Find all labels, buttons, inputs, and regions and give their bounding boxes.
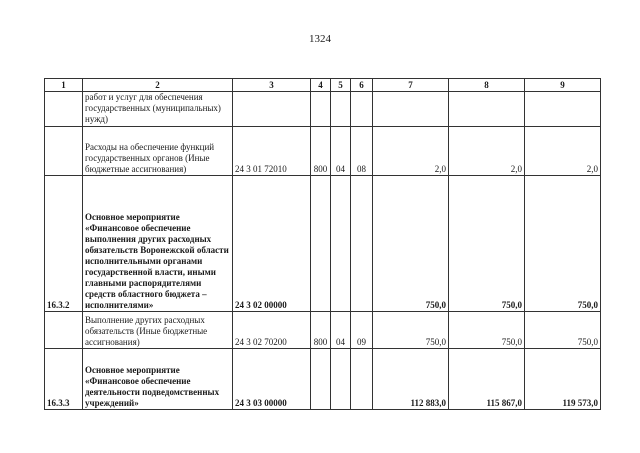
row-kcsr: 24 3 02 70200: [233, 312, 311, 349]
row-col6: [351, 92, 373, 127]
row-value-8: [449, 92, 525, 127]
row-value-7: 2,0: [373, 127, 449, 176]
row-col4: 800: [311, 127, 331, 176]
row-col5: 04: [331, 312, 351, 349]
table-header-row: [45, 79, 601, 92]
column-header: 4: [311, 79, 331, 92]
row-value-7: 112 883,0: [373, 349, 449, 410]
row-value-9: [525, 92, 601, 127]
row-name: Выполнение других расходных обязательств (Иные бюджетные ассигнования): [83, 312, 233, 349]
row-col4: 800: [311, 312, 331, 349]
row-value-9: 750,0: [525, 176, 601, 312]
row-code: 16.3.3: [45, 349, 83, 410]
table-row: [45, 127, 601, 176]
row-col6: [351, 176, 373, 312]
row-col4: [311, 176, 331, 312]
row-col4: [311, 349, 331, 410]
column-header: 6: [351, 79, 373, 92]
row-col4: [311, 92, 331, 127]
row-col5: 04: [331, 127, 351, 176]
row-value-9: 119 573,0: [525, 349, 601, 410]
page-number: 1324: [309, 33, 331, 45]
row-code: [45, 92, 83, 127]
row-value-8: 2,0: [449, 127, 525, 176]
row-col5: [331, 92, 351, 127]
table-row: [45, 349, 601, 410]
row-col6: [351, 349, 373, 410]
row-name: Основное мероприятие «Финансовое обеспечение выполнения других расходных обязательств Воронежской области исполнительными органами государственной власти, иными главными распорядителями средств областного бюджета – исполнителями»: [83, 176, 233, 312]
row-value-8: 115 867,0: [449, 349, 525, 410]
row-col5: [331, 349, 351, 410]
row-value-7: 750,0: [373, 176, 449, 312]
row-name: Расходы на обеспечение функций государственных органов (Иные бюджетные ассигнования): [83, 127, 233, 176]
row-code: [45, 312, 83, 349]
row-kcsr: 24 3 02 00000: [233, 176, 311, 312]
row-value-8: 750,0: [449, 312, 525, 349]
row-value-8: 750,0: [449, 176, 525, 312]
column-header: 2: [83, 79, 233, 92]
row-col5: [331, 176, 351, 312]
row-kcsr: [233, 92, 311, 127]
row-kcsr: 24 3 03 00000: [233, 349, 311, 410]
row-value-7: [373, 92, 449, 127]
column-header: 9: [525, 79, 601, 92]
row-value-7: 750,0: [373, 312, 449, 349]
column-header: 8: [449, 79, 525, 92]
row-name: работ и услуг для обеспечения государственных (муниципальных) нужд): [83, 92, 233, 127]
row-value-9: 2,0: [525, 127, 601, 176]
row-code: 16.3.2: [45, 176, 83, 312]
row-value-9: 750,0: [525, 312, 601, 349]
column-header: 7: [373, 79, 449, 92]
table-row: [45, 312, 601, 349]
table-row: [45, 176, 601, 312]
column-header: 5: [331, 79, 351, 92]
column-header: 3: [233, 79, 311, 92]
row-kcsr: 24 3 01 72010: [233, 127, 311, 176]
table-row: [45, 92, 601, 127]
row-name: Основное мероприятие «Финансовое обеспечение деятельности подведомственных учреждений»: [83, 349, 233, 410]
column-header: 1: [45, 79, 83, 92]
budget-table: [44, 78, 601, 410]
row-col6: 08: [351, 127, 373, 176]
row-col6: 09: [351, 312, 373, 349]
row-code: [45, 127, 83, 176]
